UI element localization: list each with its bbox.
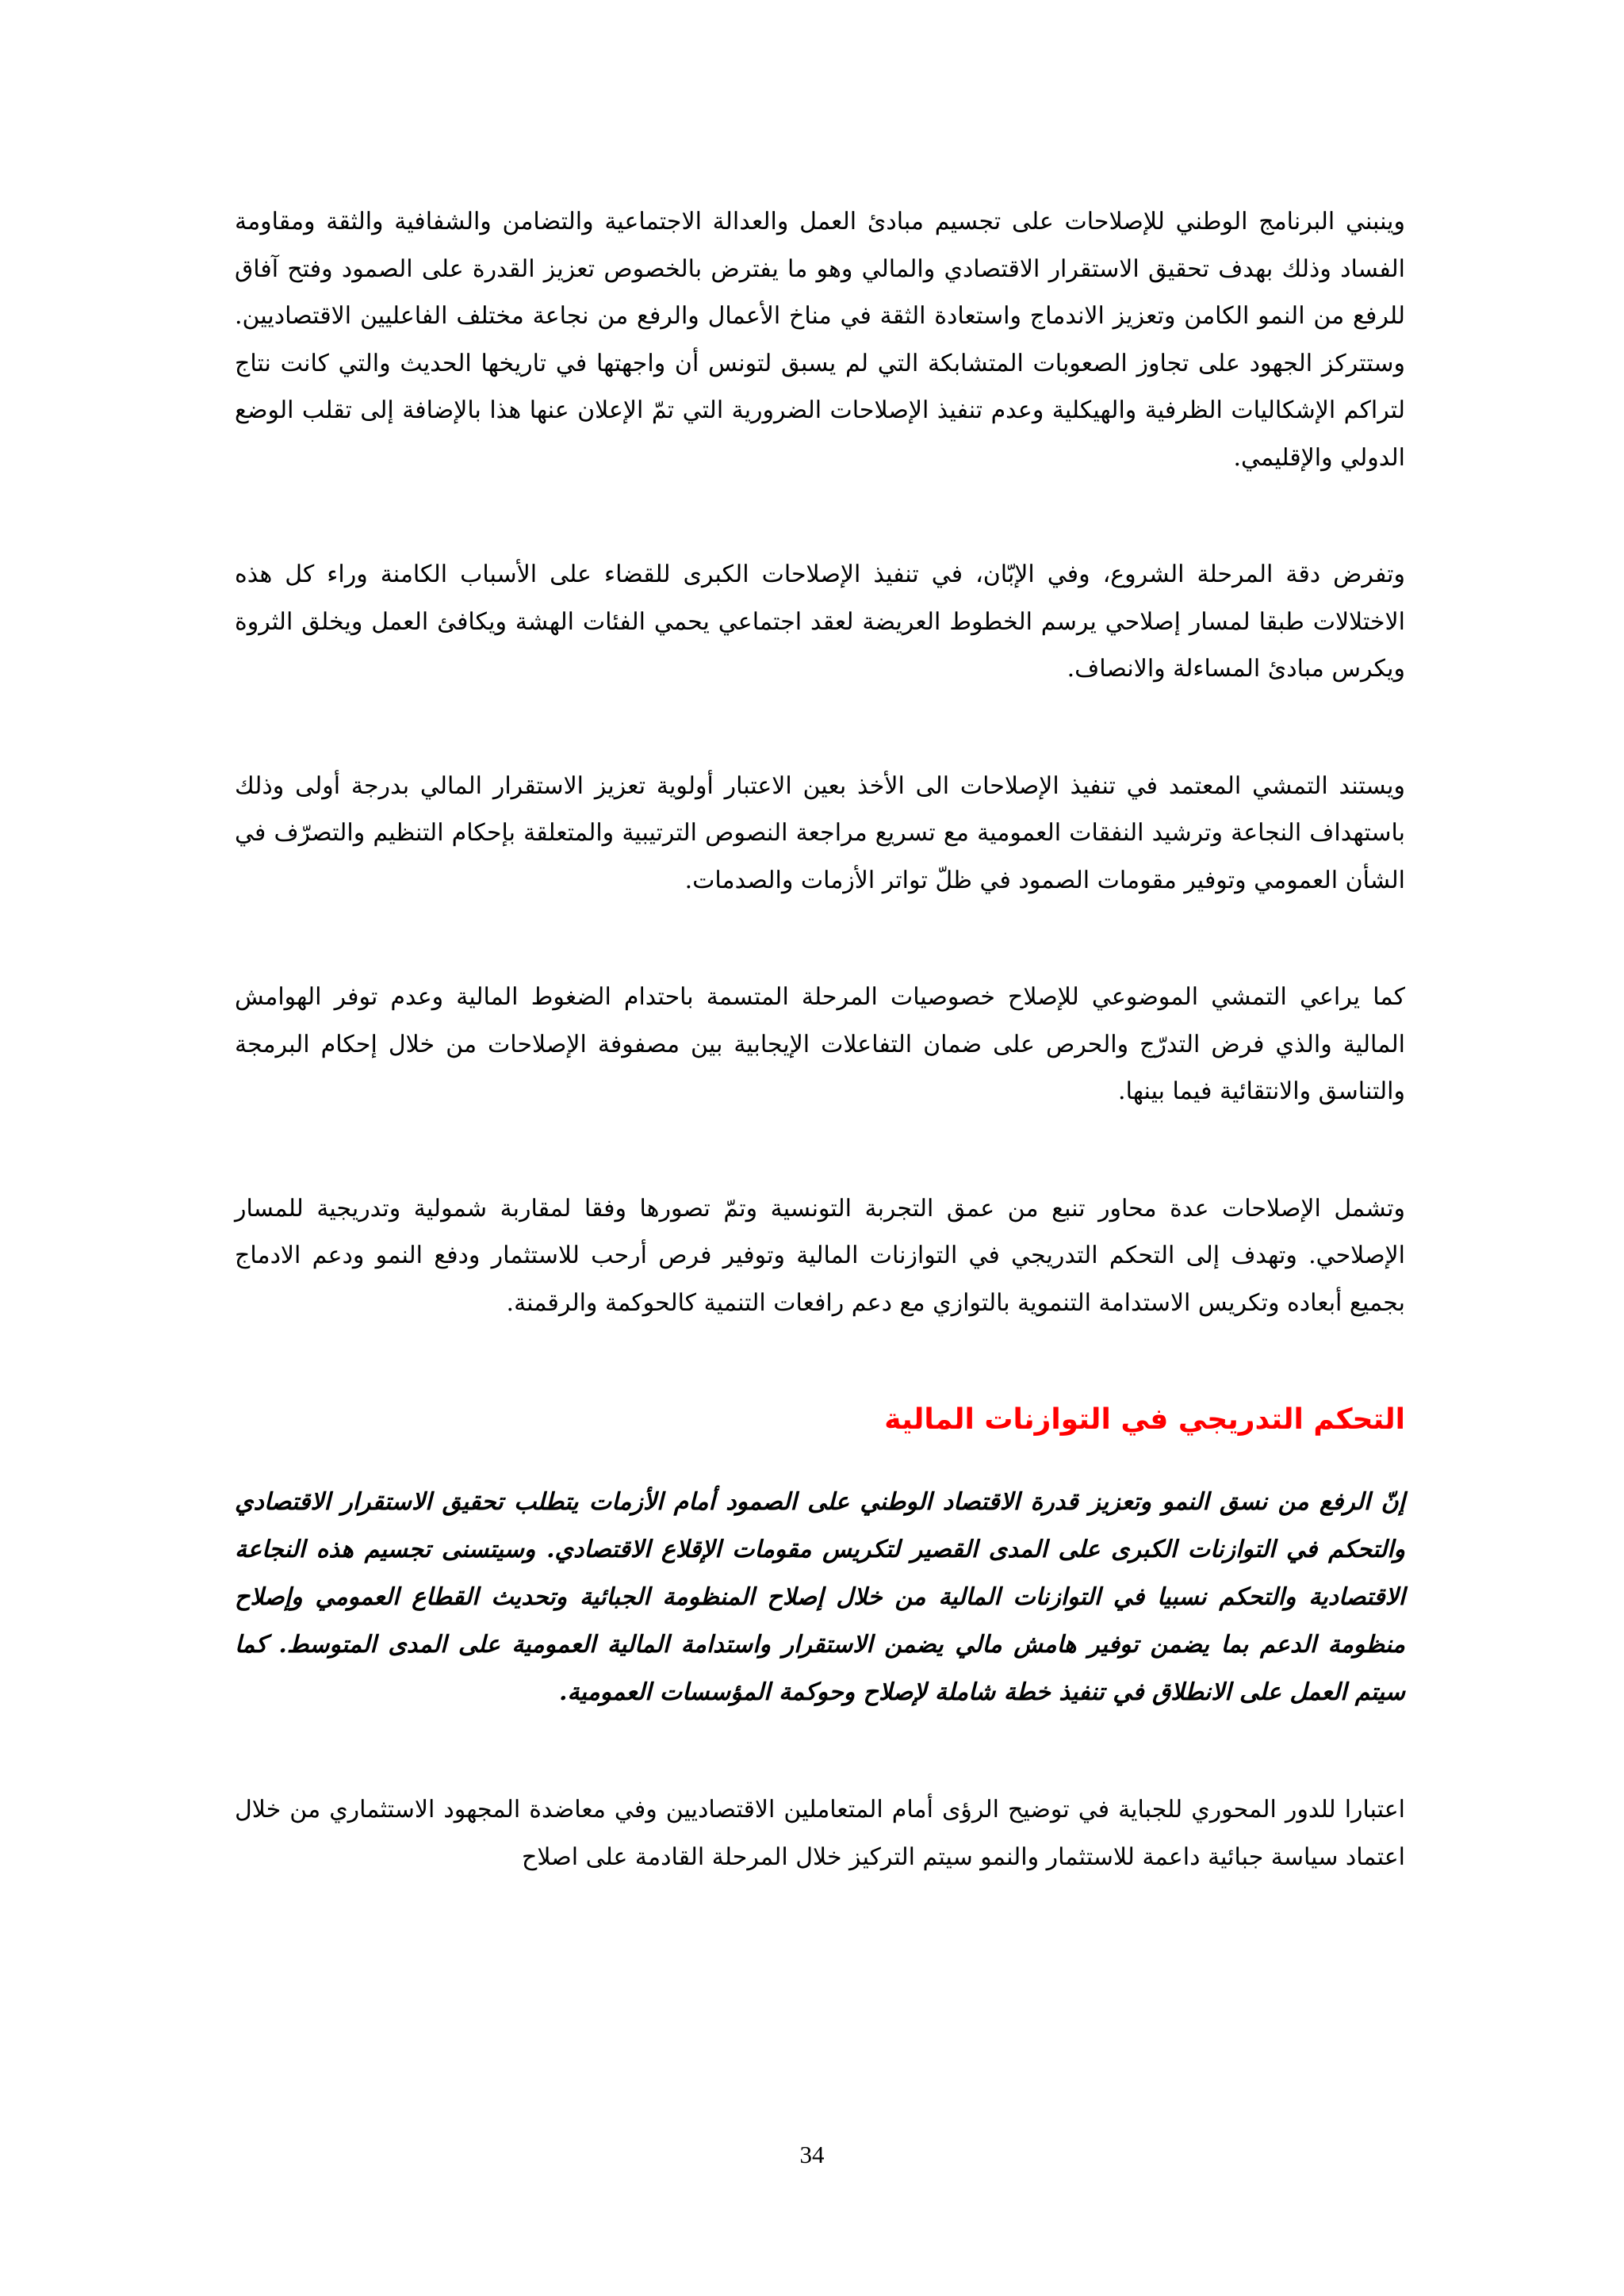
body-paragraph: ويستند التمشي المعتمد في تنفيذ الإصلاحات الى الأخذ بعين الاعتبار أولوية تعزيز الاستقرار المالي بدرجة أولى وذلك باستهداف النجاعة وترشيد النفقات العمومية مع تسريع مراجعة النصوص الترتيبية والمتعلقة بإحكام التنظيم والتصرّف في الشأن العمومي وتوفير مقومات الصمود في ظلّ تواتر الأزمات والصدمات. [235, 771, 1405, 894]
section-heading: التحكم التدريجي في التوازنات المالية [884, 1403, 1405, 1436]
body-paragraph: وينبني البرنامج الوطني للإصلاحات على تجسيم مبادئ العمل والعدالة الاجتماعية والتضامن والشفافية والثقة ومقاومة الفساد وذلك بهدف تحقيق الاستقرار الاقتصادي والمالي وهو ما يفترض بالخصوص تعزيز القدرة على الصمود وفتح آفاق للرفع من النمو الكامن وتعزيز الاندماج واستعادة الثقة في مناخ الأعمال والرفع من نجاعة مختلف الفاعليين الاقتصاديين. وستتركز الجهود على تجاوز الصعوبات المتشابكة التي لم يسبق لتونس أن واجهتها في تاريخها الحديث والتي كانت نتاج لتراكم الإشكاليات الظرفية والهيكلية وعدم تنفيذ الإصلاحات الضرورية التي تمّ الإعلان عنها هذا بالإضافة إلى تقلب الوضع الدولي والإقليمي. [235, 208, 1405, 472]
body-paragraph: وتفرض دقة المرحلة الشروع، وفي الإبّان، في تنفيذ الإصلاحات الكبرى للقضاء على الأسباب الكامنة وراء كل هذه الاختلالات طبقا لمسار إصلاحي يرسم الخطوط العريضة لعقد اجتماعي يحمي الفئات الهشة ويكافئ العمل ويخلق الثروة ويكرس مبادئ المساءلة والانصاف. [235, 561, 1405, 683]
closing-paragraph: اعتبارا للدور المحوري للجباية في توضيح الرؤى أمام المتعاملين الاقتصاديين وفي معاضدة المجهود الاستثماري من خلال اعتماد سياسة جبائية داعمة للاستثمار والنمو سيتم التركيز خلال المرحلة القادمة على اصلاح [235, 1796, 1405, 1871]
page-content [235, 198, 1405, 1950]
body-paragraph: وتشمل الإصلاحات عدة محاور تنبع من عمق التجربة التونسية وتمّ تصورها وفقا لمقاربة شمولية وتدريجية للمسار الإصلاحي. وتهدف إلى التحكم التدريجي في التوازنات المالية وتوفير فرص أرحب للاستثمار ودفع النمو ودعم الادماج بجميع أبعاده وتكريس الاستدامة التنموية بالتوازي مع دعم رافعات التنمية كالحوكمة والرقمنة. [235, 1194, 1405, 1317]
page-number: 34 [799, 2141, 825, 2168]
body-paragraph: كما يراعي التمشي الموضوعي للإصلاح خصوصيات المرحلة المتسمة باحتدام الضغوط المالية وعدم توفر الهوامش المالية والذي فرض التدرّج والحرص على ضمان التفاعلات الإيجابية بين مصفوفة الإصلاحات من خلال إحكام البرمجة والتناسق والانتقائية فيما بينها. [235, 983, 1405, 1105]
emphasis-paragraph: إنّ الرفع من نسق النمو وتعزيز قدرة الاقتصاد الوطني على الصمود أمام الأزمات يتطلب تحقيق الاستقرار الاقتصادي والتحكم في التوازنات الكبرى على المدى القصير لتكريس مقومات الإقلاع الاقتصادي. وسيتسنى تجسيم هذه النجاعة الاقتصادية والتحكم نسبيا في التوازنات المالية من خلال إصلاح المنظومة الجبائية وتحديث القطاع العمومي وإصلاح منظومة الدعم بما يضمن توفير هامش مالي يضمن الاستقرار واستدامة المالية العمومية على المدى المتوسط. كما سيتم العمل على الانطلاق في تنفيذ خطة شاملة لإصلاح وحوكمة المؤسسات العمومية. [235, 1488, 1405, 1706]
